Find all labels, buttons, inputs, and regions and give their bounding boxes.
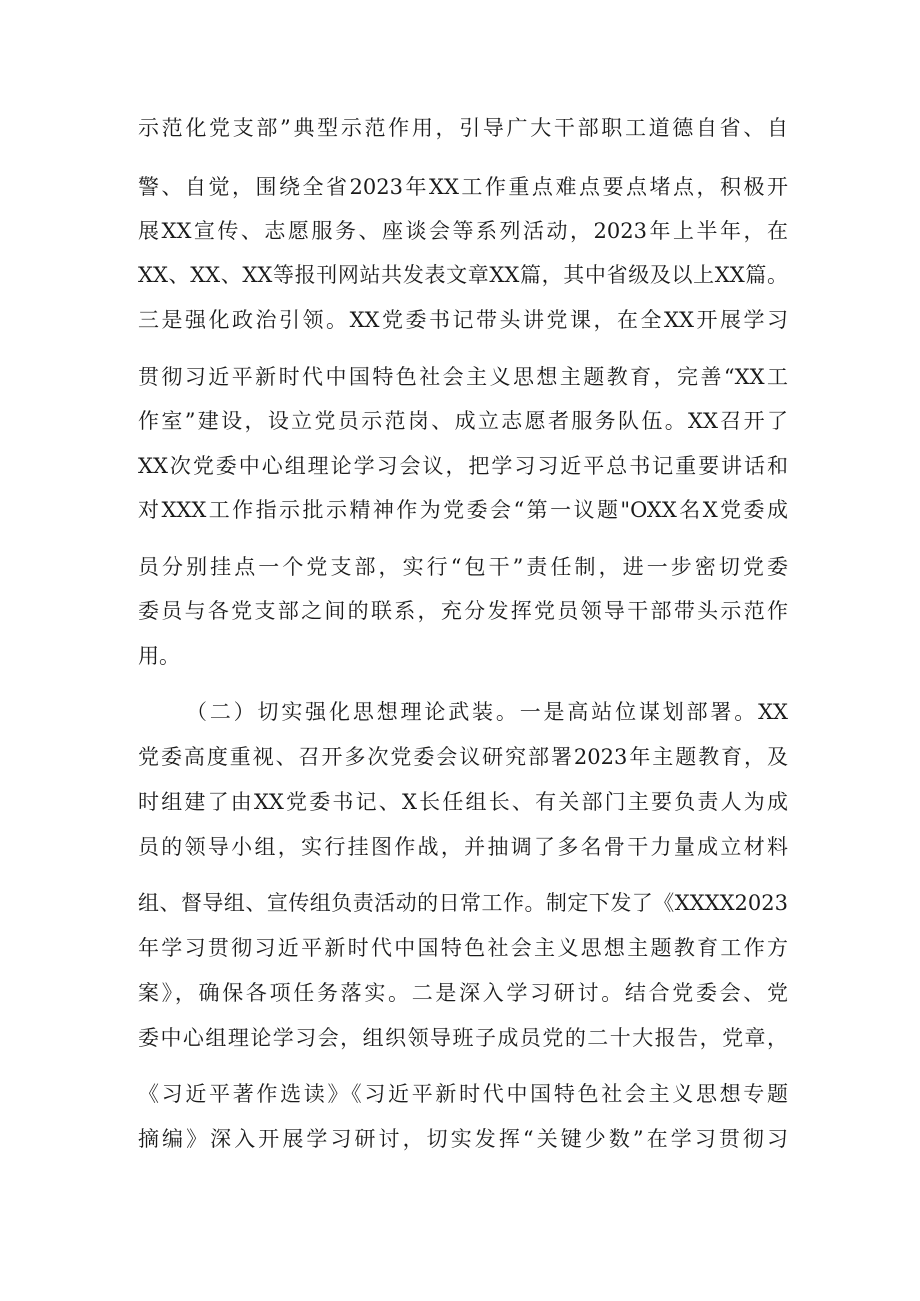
text-line: 贯彻习近平新时代中国特色社会主义思想主题教育，完善“XX工 <box>138 365 788 389</box>
text-line: 员分别挂点一个党支部，实行“包干”责任制，进一步密切党委 <box>138 555 788 579</box>
text-line: 案》，确保各项任务落实。二是深入学习研讨。结合党委会、党 <box>138 981 788 1005</box>
text-line: 对XXX工作指示批示精神作为党委会“第一议题"OXX名X党委成 <box>138 498 788 522</box>
text-line: XX次党委中心组理论学习会议，把学习习近平总书记重要讲话和 <box>138 454 788 478</box>
text-line: 展XX宣传、志愿服务、座谈会等系列活动，2023年上半年，在 <box>138 219 788 243</box>
text-line: 委员与各党支部之间的联系，充分发挥党员领导干部带头示范作 <box>138 599 788 623</box>
text-line: 作室”建设，设立党员示范岗、成立志愿者服务队伍。XX召开了 <box>138 409 788 433</box>
text-line: 委中心组理论学习会，组织领导班子成员党的二十大报告，党章， <box>138 1026 788 1050</box>
text-line: 时组建了由XX党委书记、X长任组长、有关部门主要负责人为成 <box>138 790 788 814</box>
text-line: 示范化党支部”典型示范作用，引导广大干部职工道德自省、自 <box>138 116 788 140</box>
text-line: 摘编》深入开展学习研讨，切实发挥“关键少数”在学习贯彻习 <box>138 1127 788 1151</box>
text-line: 三是强化政治引领。XX党委书记带头讲党课，在全XX开展学习 <box>138 308 788 332</box>
text-line: 党委高度重视、召开多次党委会议研究部署2023年主题教育，及 <box>138 745 788 769</box>
text-line: 《习近平著作选读》《习近平新时代中国特色社会主义思想专题 <box>138 1082 788 1106</box>
text-line: 组、督导组、宣传组负责活动的日常工作。制定下发了《XXXX2023 <box>138 891 788 915</box>
text-line: 用。 <box>138 644 180 668</box>
text-line: 员的领导小组，实行挂图作战，并抽调了多名骨干力量成立材料 <box>138 835 788 859</box>
text-line: 警、自觉，围绕全省2023年XX工作重点难点要点堵点，积极开 <box>138 175 788 199</box>
text-line: 年学习贯彻习近平新时代中国特色社会主义思想主题教育工作方 <box>138 936 788 960</box>
text-line: （二）切实强化思想理论武装。一是高站位谋划部署。XX <box>186 700 788 724</box>
text-line: XX、XX、XX等报刊网站共发表文章XX篇，其中省级及以上XX篇。 <box>138 263 788 287</box>
